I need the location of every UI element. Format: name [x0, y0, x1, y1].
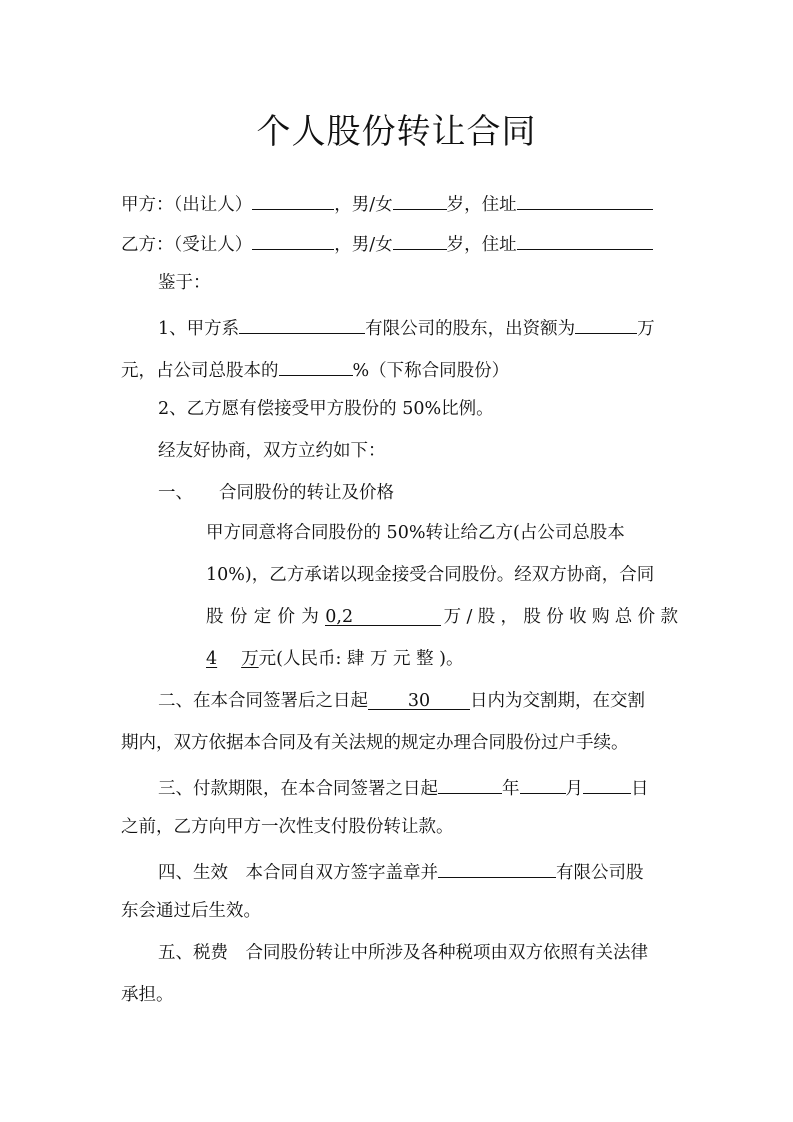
whereas-heading: 鉴于： — [158, 273, 211, 293]
price-per-share-value: 0,2 — [325, 607, 354, 627]
section2-line1 — [158, 689, 681, 713]
company-name-blank[interactable] — [239, 313, 365, 334]
party-a-label: 甲方：（出让人） — [121, 195, 253, 215]
section2-line2: 期内，双方依据本合同及有关法规的规定办理合同股份过户手续。 — [121, 733, 629, 753]
price-per-share-blank[interactable] — [325, 605, 441, 626]
clause1-text-a: 1、甲方系 — [158, 319, 240, 339]
party-b-label: 乙方：（受让人） — [121, 235, 253, 255]
clause1-text-e: %（下称合同股份） — [352, 361, 510, 381]
payment-year-blank[interactable] — [438, 773, 502, 794]
section1-line1: 甲方同意将合同股份的 50%转让给乙方(占公司总股本 — [206, 523, 625, 543]
agreement-intro: 经友好协商，双方立约如下： — [158, 441, 386, 461]
payment-month-blank[interactable] — [520, 773, 566, 794]
capital-amount-blank[interactable] — [575, 313, 637, 334]
party-b-age-blank[interactable] — [393, 229, 447, 250]
party-a-age-suffix: 岁，住址 — [446, 195, 517, 215]
total-price-underlined — [206, 649, 259, 669]
section4-text-b: 有限公司股 — [556, 863, 644, 883]
payment-day-blank[interactable] — [583, 773, 631, 794]
clause2: 2、乙方愿有偿接受甲方股份的 50%比例。 — [158, 399, 494, 419]
party-b-gender: ，男/女 — [334, 235, 393, 255]
payment-day-label: 日 — [631, 779, 649, 799]
section3-text-a: 三、付款期限，在本合同签署之日起 — [158, 779, 438, 799]
section4-text-a: 四、生效 本合同自双方签字盖章并 — [158, 863, 438, 883]
delivery-days-blank[interactable] — [368, 689, 470, 710]
party-a-line — [121, 189, 681, 217]
clause1-line2 — [121, 355, 681, 383]
clause1-text-b: 有限公司的股东，出资额为 — [365, 319, 576, 339]
section1-line2: 10%)，乙方承诺以现金接受合同股份。经双方协商，合同 — [206, 565, 655, 585]
price-label: 股份定价为 — [206, 607, 326, 627]
party-b-age-suffix: 岁，住址 — [446, 235, 517, 255]
payment-year-label: 年 — [502, 779, 520, 799]
section1-number: 一、 — [158, 483, 193, 503]
section1-title: 合同股份的转让及价格 — [219, 483, 394, 503]
clause1-line1 — [158, 313, 681, 341]
party-a-name-blank[interactable] — [252, 189, 334, 210]
party-b-line — [121, 229, 681, 257]
section3-line1 — [158, 773, 681, 801]
approving-company-blank[interactable] — [438, 857, 556, 878]
total-price-unit: 万 — [241, 649, 259, 669]
total-price-value: 4 — [206, 649, 218, 669]
section4-line1 — [158, 857, 681, 885]
clause1-text-d: 元，占公司总股本的 — [121, 361, 279, 381]
clause1-text-c: 万 — [637, 319, 655, 339]
delivery-days-value: 30 — [407, 691, 431, 711]
total-price-rmb: 元(人民币: 肆 万 元 整 )。 — [258, 649, 464, 669]
page-title: 个人股份转让合同 — [256, 112, 537, 152]
section2-text-a: 二、在本合同签署后之日起 — [158, 691, 368, 711]
section1-heading — [158, 481, 681, 505]
party-a-age-blank[interactable] — [393, 189, 447, 210]
party-a-gender: ，男/女 — [334, 195, 393, 215]
section2-text-b: 日内为交割期，在交割 — [470, 691, 645, 711]
party-b-address-blank[interactable] — [517, 229, 653, 250]
party-b-name-blank[interactable] — [252, 229, 334, 250]
section5-line2: 承担。 — [121, 985, 174, 1005]
section4-line2: 东会通过后生效。 — [121, 901, 261, 921]
section1-line4 — [206, 647, 681, 671]
section3-line2: 之前，乙方向甲方一次性支付股份转让款。 — [121, 817, 454, 837]
section5-line1: 五、税费 合同股份转让中所涉及各种税项由双方依照有关法律 — [158, 943, 648, 963]
section1-line3 — [206, 605, 681, 629]
payment-month-label: 月 — [565, 779, 583, 799]
share-percent-blank[interactable] — [279, 355, 353, 376]
total-price-label: 万/股，股份收购总价款 — [441, 607, 681, 627]
party-a-address-blank[interactable] — [517, 189, 653, 210]
